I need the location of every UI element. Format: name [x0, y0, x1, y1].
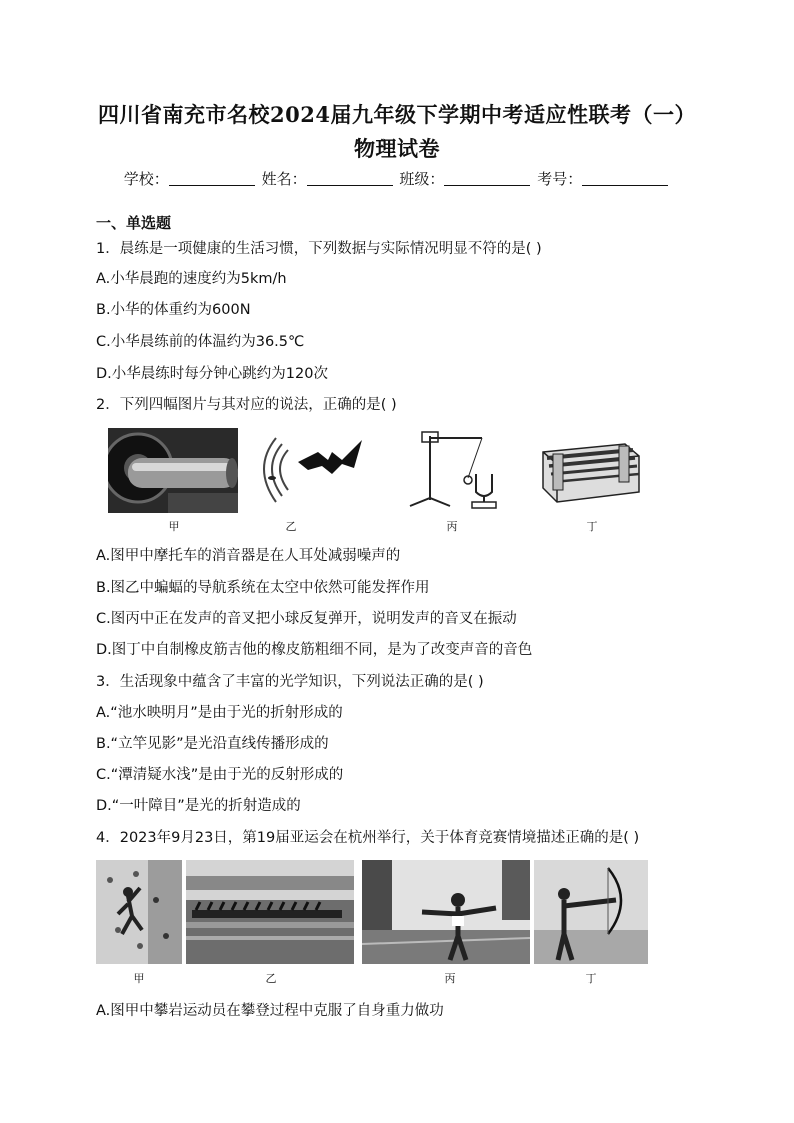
q4-stem: 4．2023年9月23日，第19届亚运会在杭州举行，关于体育竞赛情境描述正确的是( ): [96, 830, 640, 846]
sprint-finish-image: [362, 860, 530, 964]
q4-caption-jia: 甲: [133, 972, 145, 985]
q1-option-d: D.小华晨练时每分钟心跳约为120次: [96, 366, 328, 382]
q2-option-c: C.图丙中正在发声的音叉把小球反复弹开，说明发声的音叉在振动: [96, 611, 517, 627]
class-field[interactable]: [444, 169, 530, 186]
q4-caption-bing: 丙: [444, 972, 456, 985]
q1-option-b: B.小华的体重约为600N: [96, 302, 251, 318]
tuning-fork-ball-image: [400, 428, 510, 513]
student-info-line: [0, 166, 794, 192]
q3-option-d: D.“一叶障目”是光的折射造成的: [96, 798, 301, 814]
q3-option-a: A.“池水映明月”是由于光的折射形成的: [96, 705, 343, 721]
rubber-band-guitar-image: [535, 432, 645, 512]
exam-number-label: 考号：: [537, 170, 583, 188]
exam-number-field[interactable]: [582, 169, 668, 186]
motorcycle-muffler-image: [108, 428, 238, 513]
school-label: 学校：: [123, 170, 169, 188]
q2-caption-bing: 丙: [446, 520, 458, 533]
dragon-boat-race-image: [186, 860, 354, 964]
name-label: 姓名：: [261, 170, 307, 188]
archery-image: [534, 860, 648, 964]
q2-caption-yi: 乙: [285, 520, 297, 533]
q4-caption-yi: 乙: [265, 972, 277, 985]
q3-stem: 3．生活现象中蕴含了丰富的光学知识，下列说法正确的是( ): [96, 674, 484, 690]
section-heading-single-choice: 一、单选题: [96, 214, 172, 232]
school-field[interactable]: [169, 169, 255, 186]
q1-option-c: C.小华晨练前的体温约为36.5℃: [96, 334, 305, 350]
q3-option-b: B.“立竿见影”是光沿直线传播形成的: [96, 736, 329, 752]
q2-option-b: B.图乙中蝙蝠的导航系统在太空中依然可能发挥作用: [96, 580, 430, 596]
q2-option-a: A.图甲中摩托车的消音器是在人耳处减弱噪声的: [96, 548, 401, 564]
page-title: 四川省南充市名校2024届九年级下学期中考适应性联考（一）物理试卷: [98, 102, 696, 161]
rock-climbing-image: [96, 860, 182, 964]
class-label: 班级：: [399, 170, 445, 188]
q3-option-c: C.“潭清疑水浅”是由于光的反射形成的: [96, 767, 344, 783]
q2-caption-ding: 丁: [586, 520, 598, 533]
q2-option-d: D.图丁中自制橡皮筋吉他的橡皮筋粗细不同，是为了改变声音的音色: [96, 642, 533, 658]
q1-option-a: A.小华晨跑的速度约为5km/h: [96, 271, 287, 287]
name-field[interactable]: [307, 169, 393, 186]
bat-echolocation-image: [258, 430, 368, 510]
q4-caption-ding: 丁: [585, 972, 597, 985]
q4-option-a: A.图甲中攀岩运动员在攀登过程中克服了自身重力做功: [96, 1003, 444, 1019]
q2-stem: 2．下列四幅图片与其对应的说法，正确的是( ): [96, 397, 397, 413]
q1-stem: 1．晨练是一项健康的生活习惯，下列数据与实际情况明显不符的是( ): [96, 241, 542, 257]
q2-caption-jia: 甲: [168, 520, 180, 533]
